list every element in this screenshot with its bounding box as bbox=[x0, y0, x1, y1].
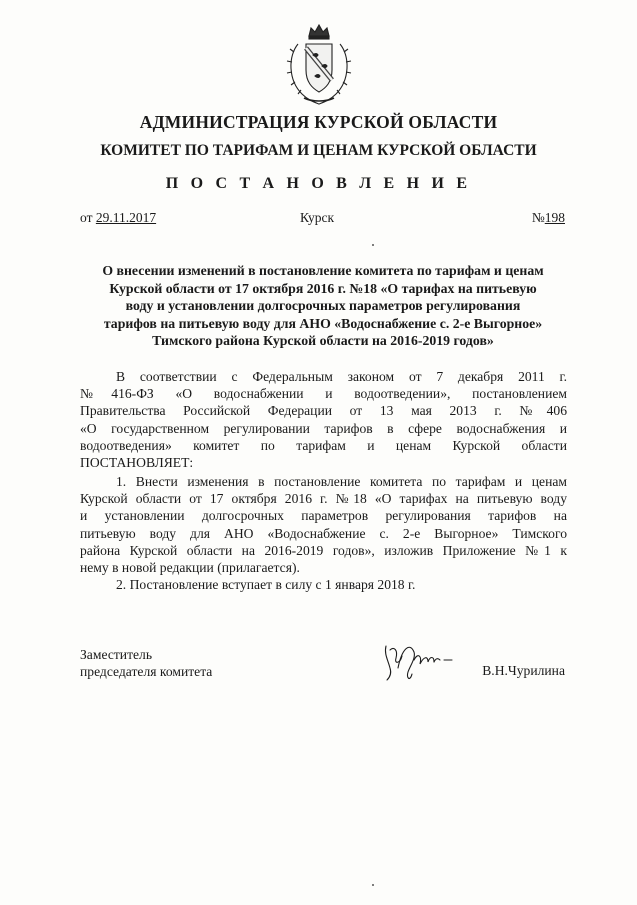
title-line: Тимского района Курской области на 2016-2019 годов» bbox=[152, 333, 494, 349]
org-heading: АДМИНИСТРАЦИЯ КУРСКОЙ ОБЛАСТИ bbox=[139, 112, 498, 132]
signatory-name: В.Н.Чурилина bbox=[482, 663, 565, 678]
body-line: ПОСТАНОВЛЯЕТ: bbox=[80, 455, 194, 471]
title-line: тарифов на питьевую воду для АНО «Водоснабжение с. 2-е Выгорное» bbox=[103, 315, 543, 331]
title-line: Курской области от 17 октября 2016 г. №18 «О тарифах на питьевую bbox=[109, 280, 537, 296]
scan-speck bbox=[372, 884, 374, 886]
signatory-position bbox=[80, 646, 212, 680]
date-value: 29.11.2017 bbox=[95, 210, 157, 225]
body-line: №416-ФЗ «О водоснабжении и водоотведении», постановлением bbox=[80, 386, 567, 402]
item-2-paragraph bbox=[80, 576, 567, 593]
committee-heading: КОМИТЕТ ПО ТАРИФАМ И ЦЕНАМ КУРСКОЙ ОБЛАСТИ bbox=[100, 142, 537, 159]
number-value: 198 bbox=[544, 210, 565, 225]
doc-type-heading: П О С Т А Н О В Л Е Н И Е bbox=[165, 175, 472, 192]
title-line: О внесении изменений в постановление комитета по тарифам и ценам bbox=[102, 263, 544, 278]
body-line: Курской области от 17 октября 2016 г. №18 «О тарифах на питьевую воду bbox=[80, 491, 567, 507]
document-number bbox=[532, 210, 565, 226]
body-line: 2. Постановление вступает в силу с 1 января 2018 г. bbox=[116, 577, 416, 592]
body-line: «О государственном регулировании тарифов в сфере водоснабжения и bbox=[80, 420, 567, 436]
scan-speck bbox=[372, 244, 374, 246]
document-date bbox=[80, 210, 156, 226]
body-line: 1. Внести изменения в постановление комитета по тарифам и ценам bbox=[116, 474, 567, 489]
handwritten-signature bbox=[380, 638, 470, 686]
body-line: района Курской области на 2016-2019 годов», изложив Приложение №1 к bbox=[80, 542, 567, 558]
position-line: Заместитель bbox=[80, 647, 153, 662]
resolution-title bbox=[78, 262, 568, 350]
title-line: воду и установлении долгосрочных параметров регулирования bbox=[125, 298, 521, 314]
body-line: Правительства Российской Федерации от 13 мая 2013 г. №406 bbox=[80, 403, 567, 419]
number-prefix: № bbox=[531, 210, 545, 225]
item-1-paragraph bbox=[80, 473, 567, 576]
body-line: питьевую воду для АНО «Водоснабжение с. 2-е Выгорное» Тимского bbox=[80, 525, 567, 541]
position-line: председателя комитета bbox=[80, 664, 213, 680]
preamble-paragraph bbox=[80, 368, 567, 471]
body-line: водоотведения» комитет по тарифам и ценам Курской области bbox=[80, 437, 567, 453]
body-line: и установлении долгосрочных параметров регулирования тарифов на bbox=[80, 508, 567, 524]
coat-of-arms-icon bbox=[284, 22, 354, 108]
document-city: Курск bbox=[300, 210, 335, 225]
date-prefix: от bbox=[80, 210, 96, 225]
body-line: нему в новой редакции (прилагается). bbox=[80, 560, 300, 576]
body-line: В соответствии с Федеральным законом от 7 декабря 2011 г. bbox=[116, 369, 567, 384]
